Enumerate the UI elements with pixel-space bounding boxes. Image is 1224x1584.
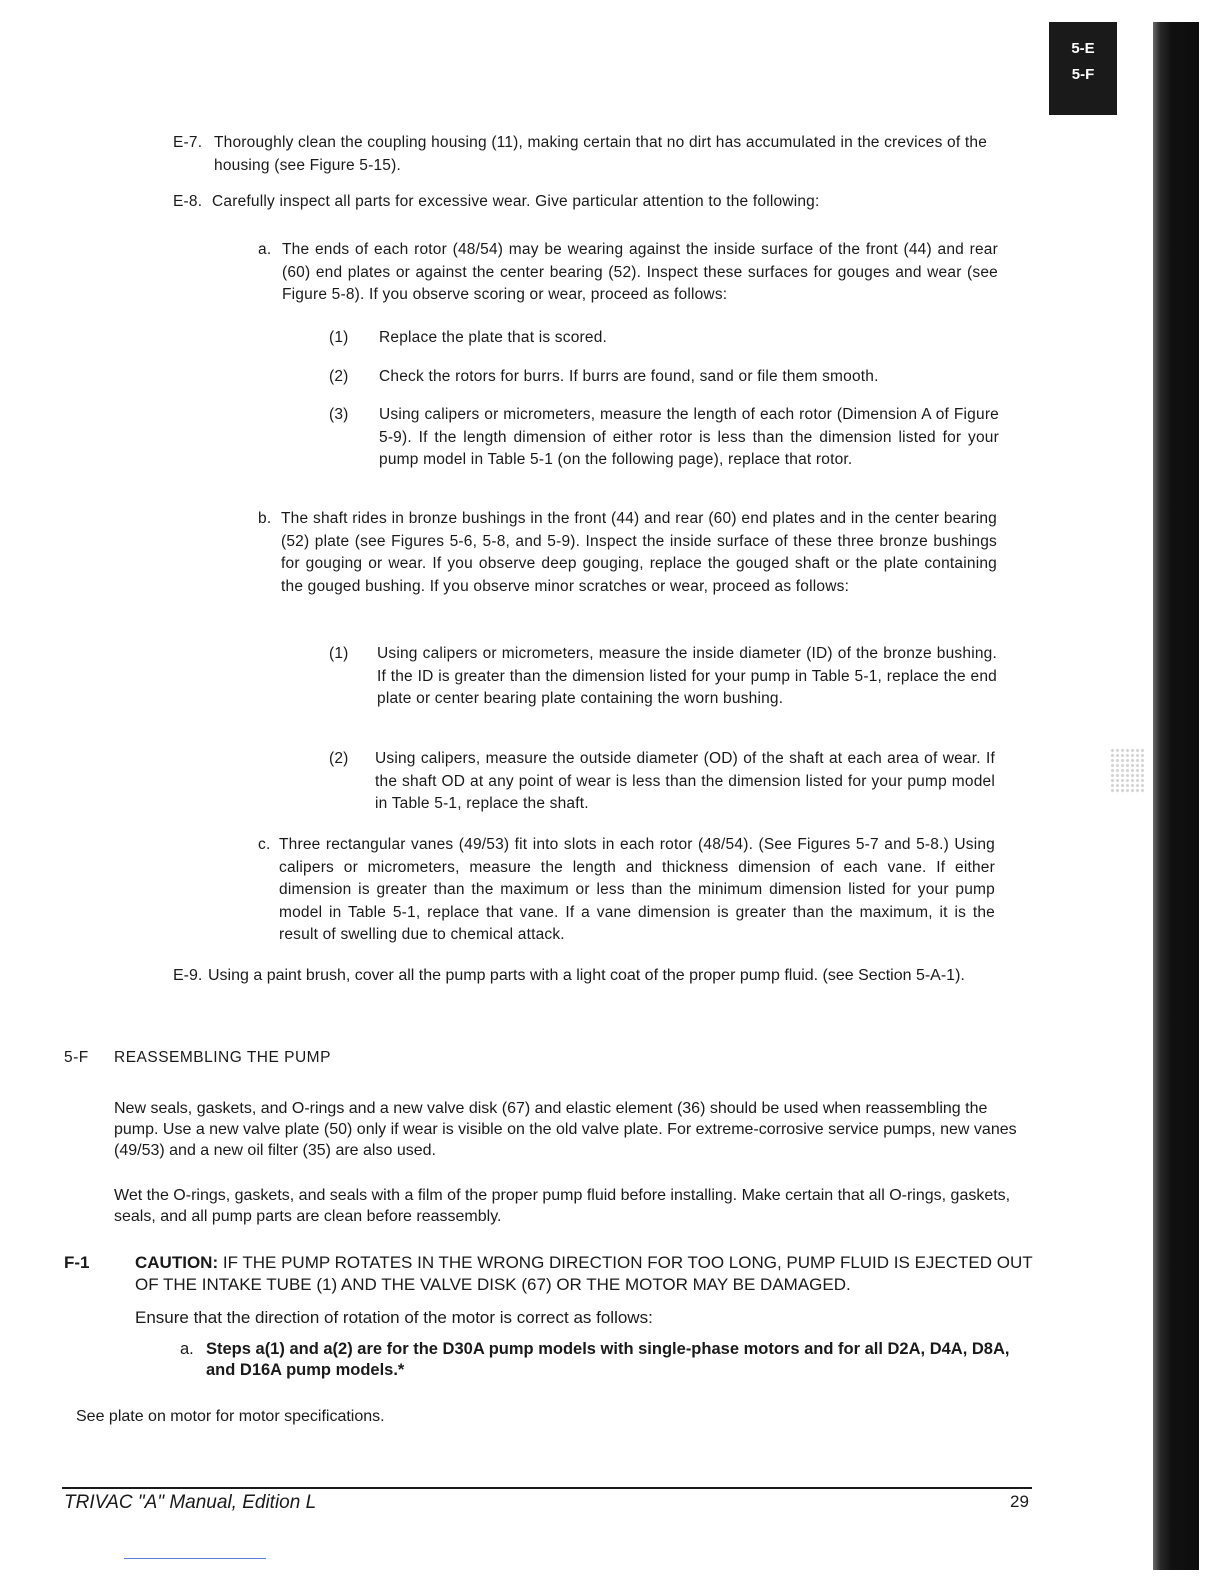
item-a3-label: (3) [329, 406, 349, 423]
item-b-label: b. [258, 510, 272, 527]
scan-speckle [1110, 748, 1144, 794]
step-e7-text [214, 132, 1004, 177]
item-b2-label: (2) [329, 750, 349, 767]
caution-body: IF THE PUMP ROTATES IN THE WRONG DIRECTION FOR TOO LONG, PUMP FLUID IS EJECTED OUT OF THE INTAKE TUBE (1) AND THE VALVE DISK (67) OR THE MOTOR MAY BE DAMAGED. [135, 1253, 1033, 1294]
step-e9-text: Using a paint brush, cover all the pump parts with a light coat of the proper pump fluid. (see Section 5-A-1). [208, 967, 965, 984]
item-a-text: The ends of each rotor (48/54) may be wearing against the inside surface of the front (44) and rear (60) end plates or against the center bearing (52). Inspect these surfaces for gouges and wear (see Figure 5-8). If you observe scoring or wear, proceed as follows: [282, 241, 998, 303]
item-a-label: a. [258, 241, 272, 258]
item-c-label: c. [258, 836, 271, 853]
item-b1-label: (1) [329, 645, 349, 662]
section-number: 5-F [64, 1049, 89, 1066]
item-a1-text: Replace the plate that is scored. [379, 329, 608, 346]
item-a1-label: (1) [329, 329, 349, 346]
item-a2-text: Check the rotors for burrs. If burrs are found, sand or file them smooth. [379, 368, 879, 385]
item-b-text: The shaft rides in bronze bushings in the front (44) and rear (60) end plates and in the center bearing (52) plate (see Figures 5-6, 5-8, and 5-9). Inspect the inside surface of these three bronze bushings for gouging or wear. If you observe deep gouging, replace the gouged shaft or the plate containing the gouged bushing. If you observe minor scratches or wear, proceed as follows: [281, 510, 997, 595]
step-e8-label: E-8. [173, 193, 203, 210]
item-a3-text: Using calipers or micrometers, measure the length of each rotor (Dimension A of Figure 5-9). If the length dimension of either rotor is less than the dimension listed for your pump model in Table 5-1 (on the following page), replace that rotor. [379, 406, 999, 468]
item-a2-label: (2) [329, 368, 349, 385]
scan-edge-shadow [1153, 22, 1199, 1570]
step-e7-label: E-7. [173, 134, 203, 151]
step-e9-label: E-9. [173, 967, 203, 984]
step-f1a-text: Steps a(1) and a(2) are for the D30A pump models with single-phase motors and for all D2A, D4A, D8A, and D16A pump models.* [206, 1340, 1010, 1379]
footnote: See plate on motor for motor specifications. [76, 1408, 385, 1425]
item-c-text: Three rectangular vanes (49/53) fit into slots in each rotor (48/54). (See Figures 5-7 and 5-8.) Using calipers or micrometers, measure the length and thickness dimension of each vane. If either dimension is greater than the maximum or less than the minimum dimension listed for your pump model in Table 5-1, replace that vane. If a vane dimension is greater than the maximum, it is the result of swelling due to chemical attack. [279, 836, 995, 943]
reassembly-cleaning-paragraph: Wet the O-rings, gaskets, and seals with a film of the proper pump fluid before installing. Make certain that all O-rings, gaskets, seals, and all pump parts are clean before reassembly. [114, 1187, 1011, 1225]
item-b1-text: Using calipers or micrometers, measure the inside diameter (ID) of the bronze bushing. If the ID is greater than the dimension listed for your pump in Table 5-1, replace the end plate or center bearing plate containing the worn bushing. [377, 645, 997, 707]
section-title: REASSEMBLING THE PUMP [114, 1049, 331, 1066]
item-b2-text: Using calipers, measure the outside diameter (OD) of the shaft at each area of wear. If the shaft OD at any point of wear is less than the dimension listed for your pump model in Table 5-1, replace the shaft. [375, 750, 995, 812]
footer-rule [62, 1487, 1032, 1489]
caution-text [135, 1252, 1040, 1296]
section-tab [1049, 22, 1117, 115]
footer-manual-title: TRIVAC "A" Manual, Edition L [64, 1492, 317, 1513]
step-f1-label: F-1 [64, 1253, 90, 1272]
reassembly-intro-paragraph: New seals, gaskets, and O-rings and a new valve disk (67) and elastic element (36) should be used when reassembling the pump. Use a new valve plate (50) only if wear is visible on the old valve plate. For extreme-corrosive service pumps, new vanes (49/53) and a new oil filter (35) are also used. [114, 1100, 1017, 1159]
page-number: 29 [1010, 1492, 1029, 1511]
tab-label-5e: 5-E [1071, 40, 1095, 57]
step-e7-body: Thoroughly clean the coupling housing (11), making certain that no dirt has accumulated in the crevices of the housing (see Figure 5-15). [214, 134, 988, 174]
ensure-rotation-text: Ensure that the direction of rotation of the motor is correct as follows: [135, 1308, 653, 1327]
step-e8-text: Carefully inspect all parts for excessive wear. Give particular attention to the following: [212, 193, 820, 210]
tab-label-5f: 5-F [1071, 66, 1095, 83]
caution-label: CAUTION: [135, 1253, 219, 1272]
step-f1a-label: a. [180, 1340, 194, 1358]
scan-blue-line [124, 1558, 266, 1559]
